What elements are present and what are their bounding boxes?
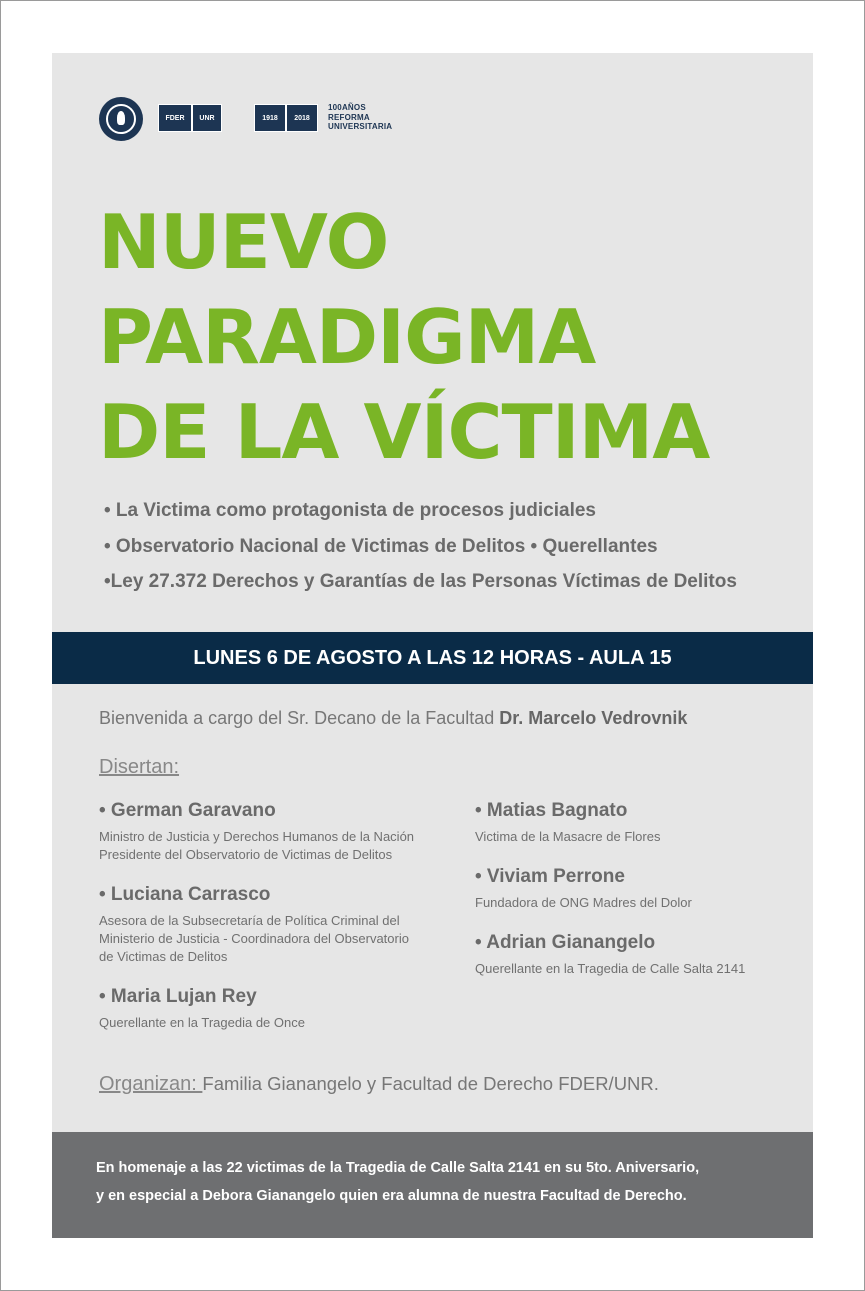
speaker-item: [99, 985, 459, 1032]
speaker-item: [475, 865, 835, 912]
homage-text: [96, 1154, 699, 1210]
fder-label: FDER: [158, 104, 192, 132]
centenary-logo: [254, 104, 318, 132]
organizers-names: Familia Gianangelo y Facultad de Derecho FDER/UNR.: [202, 1073, 659, 1094]
speaker-role-line: Ministro de Justicia y Derechos Humanos de la Nación: [99, 829, 415, 844]
speaker-role-line: Querellante en la Tragedia de Once: [99, 1015, 305, 1030]
speaker-name: • Viviam Perrone: [475, 866, 625, 887]
welcome-text: [99, 708, 687, 729]
fder-unr-logo: [158, 104, 222, 132]
reform-line-1: 100AÑOS: [328, 103, 366, 112]
unr-label: UNR: [192, 104, 222, 132]
date-text: LUNES 6 DE AGOSTO A LAS 12 HORAS - AULA 15: [193, 646, 672, 669]
reform-text: [328, 103, 392, 132]
speaker-name: • Adrian Gianangelo: [475, 932, 656, 953]
speaker-name: • Luciana Carrasco: [99, 884, 271, 905]
topic-item: •Ley 27.372 Derechos y Garantías de las Personas Víctimas de Delitos: [104, 571, 737, 592]
speaker-role-line: de Victimas de Delitos: [99, 949, 228, 964]
speaker-item: [475, 931, 835, 978]
homage-line-1: En homenaje a las 22 victimas de la Tragedia de Calle Salta 2141 en su 5to. Aniversario,: [96, 1160, 700, 1176]
topic-item: • La Victima como protagonista de procesos judiciales: [104, 500, 596, 521]
speaker-role-line: Victima de la Masacre de Flores: [475, 829, 661, 844]
speaker-role: [99, 1014, 459, 1032]
university-seal-icon: [99, 97, 143, 141]
poster-panel: [52, 53, 813, 1238]
homage-banner: [52, 1132, 813, 1238]
speaker-role: [475, 894, 835, 912]
event-title: [98, 195, 709, 480]
date-bar: [52, 632, 813, 684]
homage-line-2: y en especial a Debora Gianangelo quien era alumna de nuestra Facultad de Derecho.: [96, 1188, 687, 1204]
topic-item: • Observatorio Nacional de Victimas de Delitos • Querellantes: [104, 535, 658, 557]
speaker-role-line: Presidente del Observatorio de Victimas de Delitos: [99, 847, 393, 862]
organizers-label: Organizan:: [99, 1073, 203, 1095]
speaker-role-line: Ministerio de Justicia - Coordinadora del Observatorio: [99, 931, 409, 946]
speaker-item: [99, 799, 459, 864]
welcome-intro: Bienvenida a cargo del Sr. Decano de la Facultad: [99, 708, 500, 728]
speaker-role: [475, 960, 835, 978]
year-end: 2018: [286, 104, 318, 132]
topic-list: [104, 493, 737, 600]
organizers-text: [99, 1073, 659, 1096]
title-line-1: NUEVO: [98, 198, 389, 286]
speakers-heading: Disertan:: [99, 756, 180, 778]
speaker-role-line: Querellante en la Tragedia de Calle Salta 2141: [475, 961, 746, 976]
reform-line-2: REFORMA: [328, 112, 370, 122]
speaker-name: • Matias Bagnato: [475, 800, 628, 821]
speaker-name: • German Garavano: [99, 800, 276, 821]
speaker-role: [475, 828, 835, 846]
speaker-item: [475, 799, 835, 846]
speaker-role-line: Asesora de la Subsecretaría de Política Criminal del: [99, 913, 400, 928]
title-line-3: DE LA VÍCTIMA: [98, 388, 710, 476]
speaker-item: [99, 883, 459, 966]
dean-name: Dr. Marcelo Vedrovnik: [499, 708, 688, 728]
year-start: 1918: [254, 104, 286, 132]
reform-line-3: UNIVERSITARIA: [328, 122, 393, 131]
title-line-2: PARADIGMA: [98, 293, 596, 381]
speaker-role: [99, 912, 459, 966]
speaker-role-line: Fundadora de ONG Madres del Dolor: [475, 895, 692, 910]
speaker-role: [99, 828, 459, 864]
speaker-name: • Maria Lujan Rey: [99, 986, 257, 1007]
